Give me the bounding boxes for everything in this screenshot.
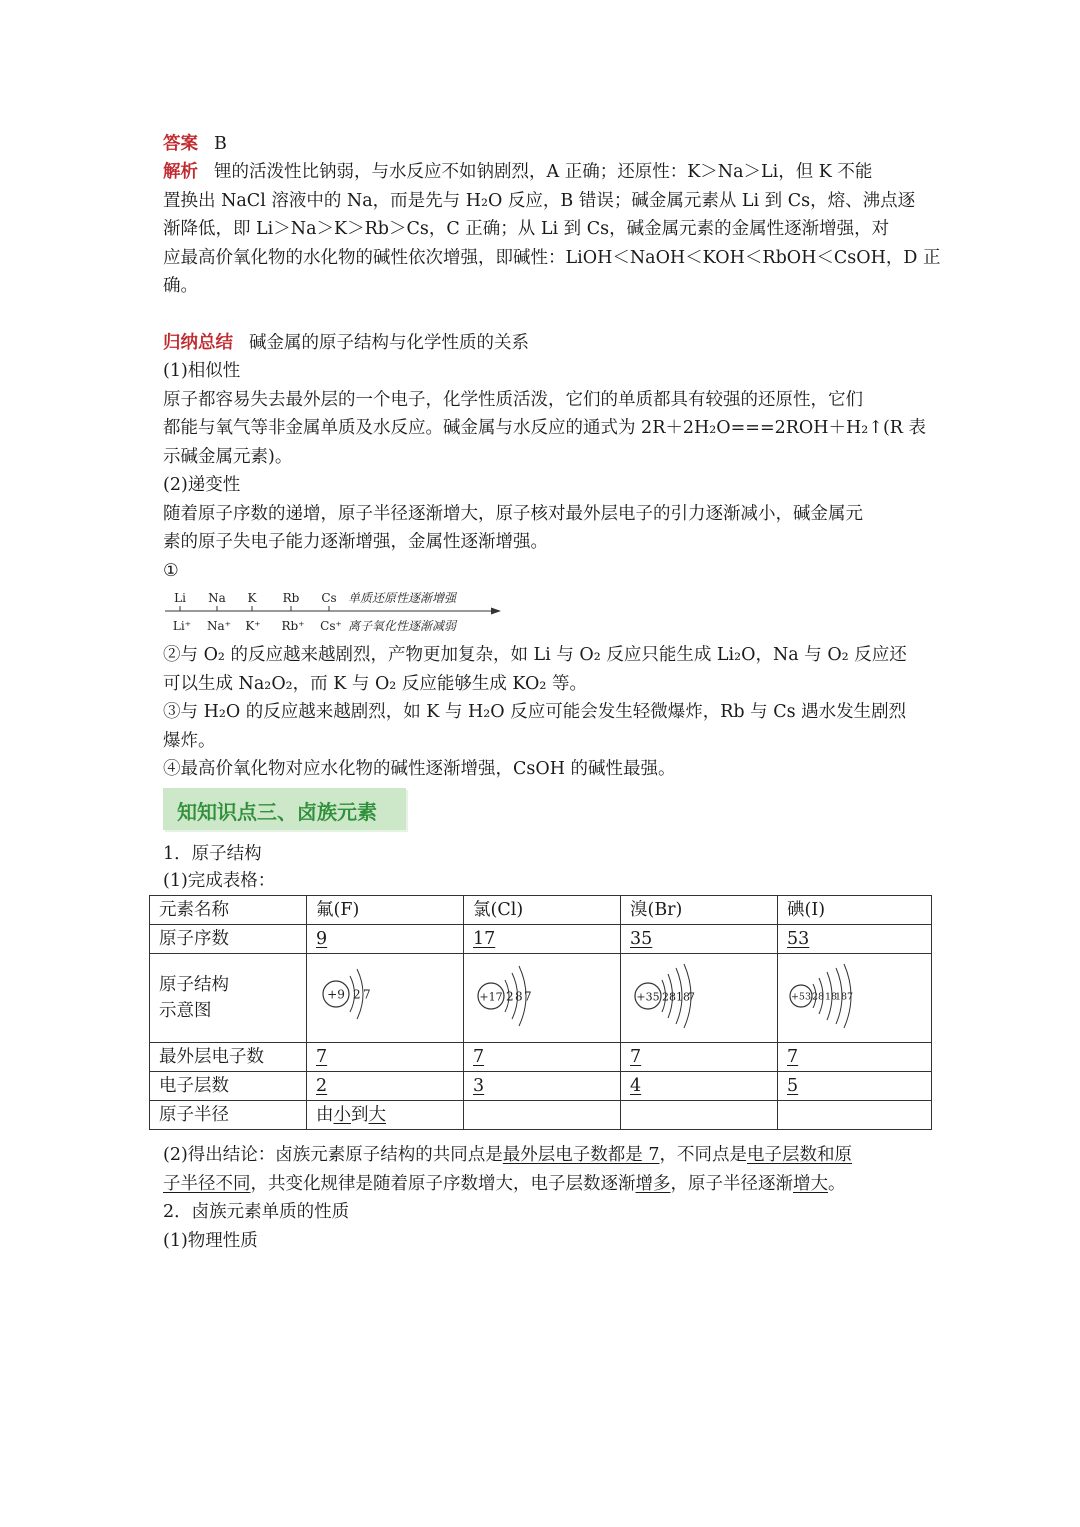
gradation-line-2: 素的原子失电子能力逐渐增强，金属性逐渐增强。 <box>163 532 548 552</box>
layers-row <box>150 1072 932 1101</box>
analysis-line-4: 应最高价氧化物的水化物的碱性依次增强，即碱性：LiOH＜NaOH＜KOH＜RbOH＜CsOH，D 正 <box>163 248 941 268</box>
shell-count: 8 <box>669 990 676 1004</box>
item4-line: ④最高价氧化物对应水化物的碱性逐渐增强，CsOH 的碱性最强。 <box>163 759 676 779</box>
row-label: 原子序数 <box>150 925 307 954</box>
item2-line-2: 可以生成 Na₂O₂，而 K 与 O₂ 反应能够生成 KO₂ 等。 <box>163 674 587 694</box>
answer-label: 答案 <box>163 134 198 154</box>
shell-count: 2 <box>812 991 819 1003</box>
item3-line-2: 爆炸。 <box>163 731 216 751</box>
outer-electrons-row <box>150 1043 932 1072</box>
item3-line-1: ③与 H₂O 的反应越来越剧烈，如 K 与 H₂O 反应可能会发生轻微爆炸，Rb 与 Cs 遇水发生剧烈 <box>163 702 907 722</box>
shell-count: 18 <box>825 991 838 1003</box>
radius-trend: 由小到大 <box>307 1101 464 1130</box>
similarity-line-3: 示碱金属元素)。 <box>163 447 293 467</box>
item2-line-1: ②与 O₂ 的反应越来越剧烈，产物更加复杂，如 Li 与 O₂ 反应只能生成 Li₂O，Na 与 O₂ 反应还 <box>163 645 907 665</box>
table-header-cell: 元素名称 <box>150 896 307 925</box>
summary-title: 归纳总结 碱金属的原子结构与化学性质的关系 <box>163 333 529 353</box>
outer-electron-count: 7 <box>473 1047 485 1067</box>
analysis-line-1: 解析 锂的活泼性比钠弱，与水反应不如钠剧烈，A 正确；还原性：K＞Na＞Li，但 K 不能 <box>163 162 873 182</box>
series-top-note: 单质还原性逐渐增强 <box>348 591 457 605</box>
series-bottom-note: 离子氧化性逐渐减弱 <box>348 619 457 633</box>
table-heading: (1)完成表格： <box>163 871 276 891</box>
layer-count: 3 <box>473 1076 485 1096</box>
summary-label: 归纳总结 <box>163 333 233 353</box>
conclusion-line-1: (2)得出结论：卤族元素原子结构的共同点是最外层电子数都是 7，不同点是电子层数和原 <box>163 1145 852 1165</box>
outer-electron-count: 7 <box>630 1047 642 1067</box>
analysis-line-3: 渐降低，即 Li＞Na＞K＞Rb＞Cs，C 正确；从 Li 到 Cs，碱金属元素的金属性逐渐增强，对 <box>163 219 890 239</box>
similarity-line-1: 原子都容易失去最外层的一个电子，化学性质活泼，它们的单质都具有较强的还原性，它们 <box>163 390 863 410</box>
series-element-label: Li <box>174 591 186 605</box>
series-element-label: Rb <box>282 591 300 605</box>
shell-count: 2 <box>353 987 361 1002</box>
table-header-row <box>150 896 932 925</box>
shell-count: 7 <box>847 991 854 1003</box>
table-header-cell: 碘(I) <box>778 896 932 925</box>
layer-count: 5 <box>787 1076 799 1096</box>
layer-count: 4 <box>630 1076 642 1096</box>
layer-count: 2 <box>316 1076 328 1096</box>
physical-heading: (1)物理性质 <box>163 1231 258 1251</box>
row-label: 电子层数 <box>150 1072 307 1101</box>
shell-count: 18 <box>676 990 690 1004</box>
chlorine-structure-diagram <box>464 954 621 1043</box>
halogen-structure-table <box>149 895 932 1130</box>
conclusion-line-2: 子半径不同，共变化规律是随着原子序数增大，电子层数逐渐增多，原子半径逐渐增大。 <box>163 1174 846 1194</box>
similarity-line-2: 都能与氧气等非金属单质及水反应。碱金属与水反应的通式为 2R＋2H₂O===2ROH＋H₂↑(R 表 <box>163 418 927 438</box>
fluorine-structure-diagram <box>307 954 464 1043</box>
iodine-structure-diagram <box>778 954 932 1043</box>
answer-value: B <box>214 134 227 154</box>
nucleus-charge: +35 <box>636 990 660 1004</box>
row-label: 原子半径 <box>150 1101 307 1130</box>
analysis-line-2: 置换出 NaCl 溶液中的 Na，而是先与 H₂O 反应，B 错误；碱金属元素从 Li 到 Cs，熔、沸点逐 <box>163 191 916 211</box>
shell-count: 18 <box>835 991 848 1003</box>
outer-electron-count: 7 <box>787 1047 799 1067</box>
row-label: 原子结构 示意图 <box>150 954 307 1043</box>
shell-count: 2 <box>662 990 669 1004</box>
gradation-line-1: 随着原子序数的递增，原子半径逐渐增大，原子核对最外层电子的引力逐渐减小，碱金属元 <box>163 504 863 524</box>
analysis-label: 解析 <box>163 162 198 182</box>
radius-row <box>150 1101 932 1130</box>
atomic-number: 9 <box>316 929 328 949</box>
table-header-cell: 氟(F) <box>307 896 464 925</box>
series-element-label: Cs <box>321 591 337 605</box>
structure-heading: 1．原子结构 <box>163 844 262 864</box>
nucleus-charge: +17 <box>479 990 503 1004</box>
properties-heading: 2．卤族元素单质的性质 <box>163 1202 350 1222</box>
atomic-number: 53 <box>787 929 810 949</box>
atomic-number-row <box>150 925 932 954</box>
series-element-label: K <box>247 591 257 605</box>
row-label: 最外层电子数 <box>150 1043 307 1072</box>
series-ion-label: Rb⁺ <box>281 619 305 633</box>
atomic-number: 35 <box>630 929 653 949</box>
series-ion-label: Na⁺ <box>207 619 231 633</box>
series-ion-label: Cs⁺ <box>320 619 342 633</box>
table-header-cell: 溴(Br) <box>621 896 778 925</box>
atomic-number: 17 <box>473 929 496 949</box>
gradation-heading: (2)递变性 <box>163 475 241 495</box>
series-ion-label: K⁺ <box>245 619 261 633</box>
structure-diagram-row <box>150 954 932 1043</box>
table-header-cell: 氯(Cl) <box>464 896 621 925</box>
nucleus-charge: +9 <box>327 987 345 1002</box>
section-banner <box>163 788 406 830</box>
shell-count: 8 <box>818 991 825 1003</box>
similarity-heading: (1)相似性 <box>163 361 241 381</box>
shell-count: 7 <box>524 989 532 1004</box>
item1-marker: ① <box>163 561 179 581</box>
series-element-label: Na <box>208 591 226 605</box>
analysis-line-5: 确。 <box>163 276 198 296</box>
nucleus-charge: +53 <box>790 991 812 1003</box>
shell-count: 7 <box>688 990 695 1004</box>
bromine-structure-diagram <box>621 954 778 1043</box>
section-banner-title: 知知识点三、卤族元素 <box>177 800 377 824</box>
outer-electron-count: 7 <box>316 1047 328 1067</box>
shell-count: 2 <box>506 989 514 1004</box>
series-ion-label: Li⁺ <box>172 619 192 633</box>
answer-line <box>163 130 227 158</box>
shell-count: 8 <box>515 989 523 1004</box>
shell-count: 7 <box>363 987 371 1002</box>
alkali-series-diagram <box>163 588 508 636</box>
